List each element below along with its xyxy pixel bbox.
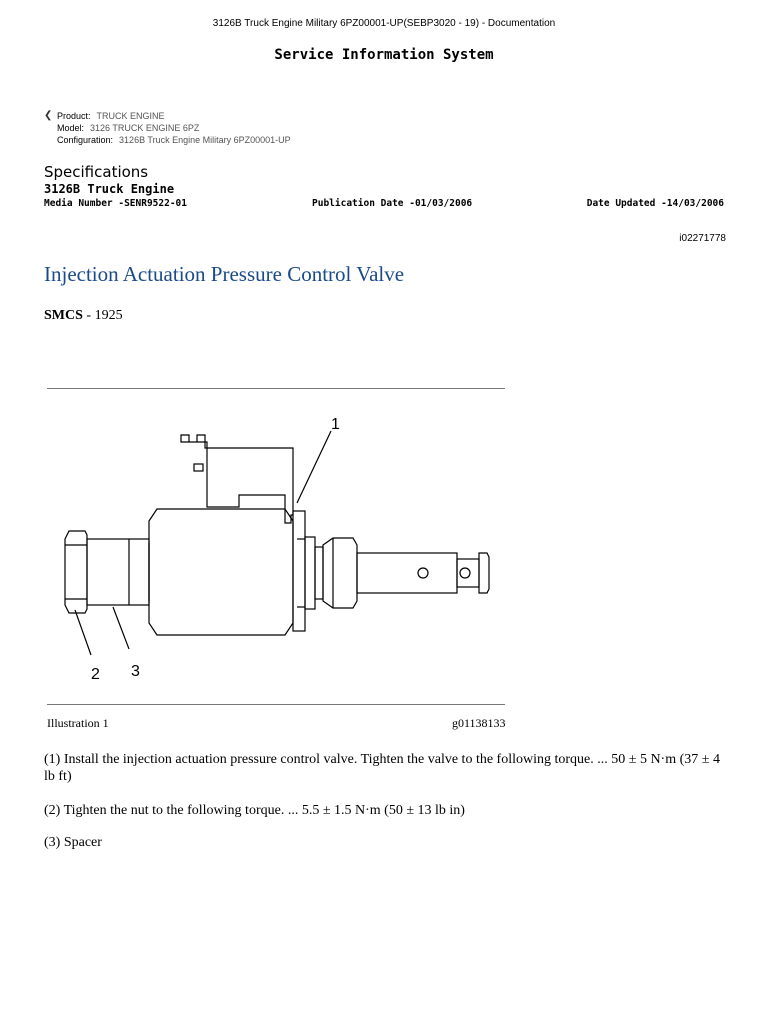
- cartridge-collar: [323, 538, 357, 608]
- configuration-label: Configuration:: [57, 135, 114, 145]
- product-label: Product:: [57, 111, 91, 121]
- connector-slot: [194, 464, 203, 471]
- leader-line-2: [75, 610, 91, 655]
- callout-1: 1: [331, 416, 340, 433]
- solenoid-body: [149, 509, 293, 635]
- graphic-id: g01138133: [452, 716, 506, 730]
- smcs-value: - 1925: [82, 308, 123, 323]
- port-hole-1: [418, 568, 428, 578]
- instruction-3: (3) Spacer: [44, 835, 102, 850]
- media-number: Media Number -SENR9522-01: [44, 198, 187, 209]
- browser-title: 3126B Truck Engine Military 6PZ00001-UP(SEBP3020 - 19) - Documentation: [212, 18, 556, 29]
- page-title: Injection Actuation Pressure Control Valve: [44, 262, 405, 286]
- valve-illustration: [47, 395, 505, 700]
- spacer: [87, 539, 149, 605]
- port-hole-2: [460, 568, 470, 578]
- chevron-left-icon[interactable]: ❮: [44, 110, 53, 121]
- illustration-caption: Illustration 1: [47, 716, 109, 730]
- nut: [65, 531, 87, 613]
- product-value: TRUCK ENGINE: [96, 111, 165, 121]
- date-updated: Date Updated -14/03/2006: [586, 198, 724, 209]
- smcs-code: [44, 308, 123, 324]
- callout-3: 3: [131, 663, 140, 680]
- leader-line-3: [113, 607, 129, 649]
- model-label: Model:: [57, 123, 85, 133]
- illustration-top-rule: [47, 388, 505, 389]
- section-heading: Specifications: [44, 163, 149, 181]
- breadcrumb: [44, 110, 291, 146]
- system-title: Service Information System: [274, 47, 494, 63]
- instruction-1: (1) Install the injection actuation pressure control valve. Tighten the valve to the following torque. ... 50 ± 5 N·m (37 ± 4 lb ft): [44, 752, 720, 784]
- configuration-value: 3126B Truck Engine Military 6PZ00001-UP: [119, 135, 291, 145]
- flange: [293, 511, 305, 631]
- leader-line-1: [297, 431, 331, 503]
- model-value: 3126 TRUCK ENGINE 6PZ: [90, 123, 200, 133]
- connector-housing: [181, 435, 293, 523]
- publication-date: Publication Date -01/03/2006: [312, 198, 473, 209]
- illustration-bottom-rule: [47, 704, 505, 705]
- callout-2: 2: [91, 666, 100, 683]
- smcs-label: SMCS: [44, 308, 83, 323]
- document-id: i02271778: [679, 233, 726, 244]
- engine-subtitle: 3126B Truck Engine: [44, 182, 175, 196]
- instruction-2: (2) Tighten the nut to the following torque. ... 5.5 ± 1.5 N·m (50 ± 13 lb in): [44, 803, 465, 818]
